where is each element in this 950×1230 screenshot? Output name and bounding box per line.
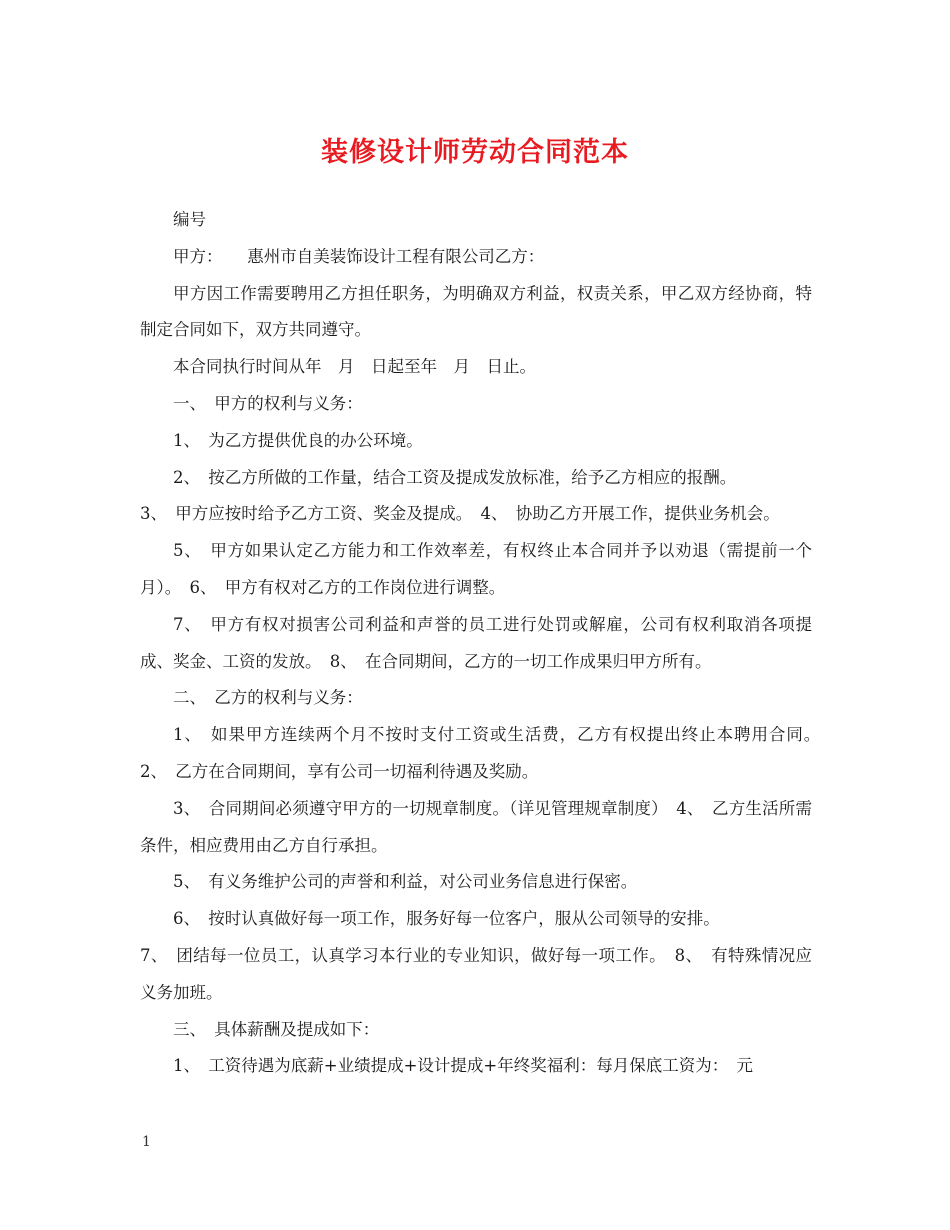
section-heading-party-b-rights: 二、 乙方的权利与义务： [173,688,363,708]
clause-b-7-8: 7、 团结每一位员工，认真学习本行业的专业知识，做好每一项工作。 8、 有特殊情况应义务加班。 [140,945,812,1002]
paragraph-term: 本合同执行时间从年 月 日起至年 月 日止。 [173,357,536,377]
clause-salary-1: 1、 工资待遇为底薪+业绩提成+设计提成+年终奖福利：每月保底工资为： 元 [173,1056,753,1076]
paragraph-intro: 甲方因工作需要聘用乙方担任职务，为明确双方利益，权责关系，甲乙双方经协商，特制定合同如下，双方共同遵守。 [140,283,812,340]
paragraph-party-a: 甲方： 惠州市自美装饰设计工程有限公司乙方： [173,246,545,266]
section-heading-salary: 三、 具体薪酬及提成如下： [173,1019,380,1039]
clause-b-3-4: 3、 合同期间必须遵守甲方的一切规章制度。（详见管理规章制度） 4、 乙方生活所需条件，相应费用由乙方自行承担。 [140,798,812,855]
clause-a-2: 2、 按乙方所做的工作量，结合工资及提成发放标准，给予乙方相应的报酬。 [173,467,737,487]
clause-b-5: 5、 有义务维护公司的声誉和利益，对公司业务信息进行保密。 [173,872,638,892]
clause-a-5-6: 5、 甲方如果认定乙方能力和工作效率差，有权终止本合同并予以劝退（需提前一个月）。 6、 甲方有权对乙方的工作岗位进行调整。 [140,541,812,597]
clause-a-7-8: 7、 甲方有权对损害公司利益和声誉的员工进行处罚或解雇，公司有权利取消各项提成、奖金、工资的发放。 8、 在合同期间，乙方的一切工作成果归甲方所有。 [140,614,812,671]
clause-a-3-4: 3、 甲方应按时给予乙方工资、奖金及提成。 4、 协助乙方开展工作，提供业务机会。 [140,504,780,524]
document-body [140,202,829,1085]
clause-b-1-2: 1、 如果甲方连续两个月不按时支付工资或生活费，乙方有权提出终止本聘用合同。 2、 乙方在合同期间，享有公司一切福利待遇及奖励。 [140,725,829,781]
paragraph-serial-number: 编号 [173,210,206,229]
page-number: 1 [142,1134,151,1150]
clause-b-6: 6、 按时认真做好每一项工作，服务好每一位客户，服从公司领导的安排。 [173,909,720,929]
section-heading-party-a-rights: 一、 甲方的权利与义务： [173,393,363,413]
document-title: 装修设计师劳动合同范本 [321,137,629,168]
clause-a-1: 1、 为乙方提供优良的办公环境。 [173,430,423,450]
